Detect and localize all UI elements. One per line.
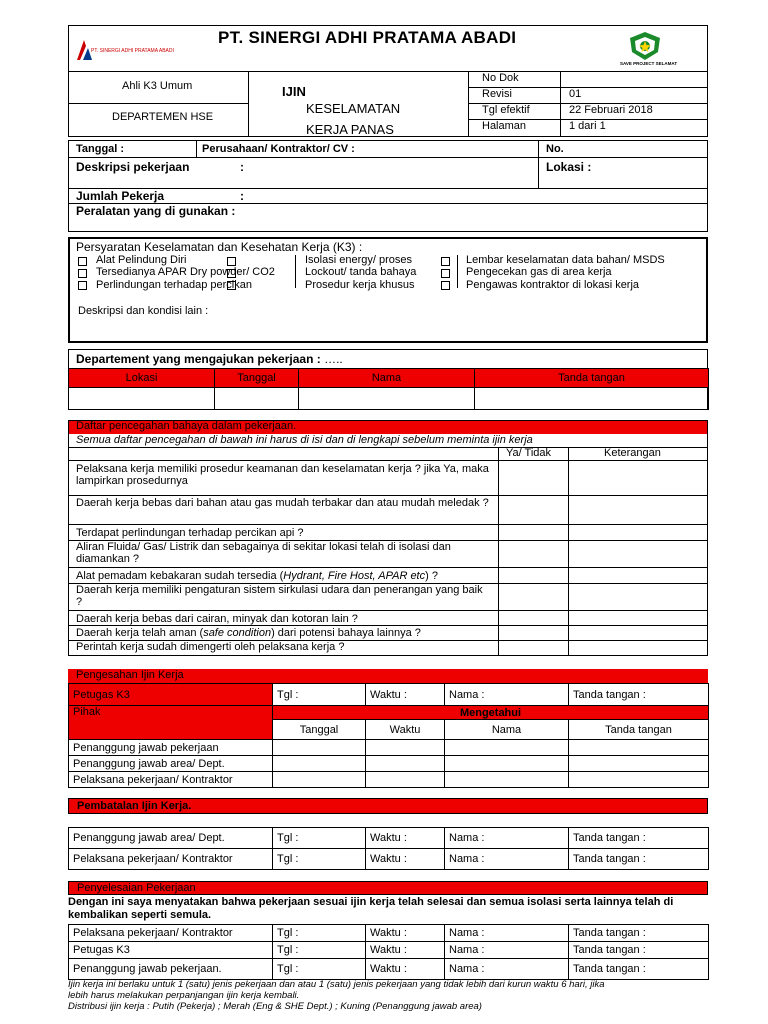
divider <box>68 625 708 626</box>
tgl-field[interactable]: Tgl : <box>273 684 366 706</box>
logo-text: PT. SINERGI ADHI PRATAMA ABADI <box>91 48 174 54</box>
penyelesaian-row-label: Pelaksana pekerjaan/ Kontraktor <box>69 925 273 942</box>
departement-table <box>68 368 709 410</box>
doc-title-line-2: KESELAMATAN <box>306 101 401 116</box>
pihak-label: Pihak <box>69 706 273 740</box>
divider <box>68 567 708 568</box>
doc-info-value: 01 <box>569 88 582 100</box>
sub-col-tanggal: Tanggal <box>273 720 366 740</box>
k3-item: Lembar keselamatan data bahan/ MSDS <box>466 254 665 266</box>
footer-line-3: Distribusi ijin kerja : Putih (Pekerja) ; Merah (Eng & SHE Dept.) ; Kuning (Penanggung jawab area) <box>68 1001 482 1012</box>
nama-field[interactable]: Nama : <box>445 828 569 849</box>
pencegahan-item-text: Daerah kerja bebas dari cairan, minyak dan kotoran lain ? <box>76 613 358 625</box>
footer-line-1: Ijin kerja ini berlaku untuk 1 (satu) jenis pekerjaan dan atau 1 (satu) jenis pekerjaan yang tidak lebih dari kurun waktu 6 hari, jika <box>68 979 605 990</box>
pembatalan-title: Pembatalan Ijin Kerja. <box>77 800 192 812</box>
pencegahan-item <box>76 584 486 608</box>
pencegahan-item-text: Daerah kerja memiliki pengaturan sistem sirkulasi udara dan penerangan yang baik ? <box>76 584 483 608</box>
checkbox-isolasi[interactable] <box>227 257 236 266</box>
seal-logo <box>618 30 678 70</box>
k3-item: Isolasi energy/ proses <box>305 254 412 266</box>
cell[interactable] <box>273 756 366 772</box>
cell-lokasi[interactable] <box>69 388 215 410</box>
cell[interactable] <box>366 740 445 756</box>
tgl-field[interactable]: Tgl : <box>273 959 366 980</box>
checkbox-msds[interactable] <box>441 257 450 266</box>
cell-nama[interactable] <box>299 388 475 410</box>
nama-field[interactable]: Nama : <box>445 925 569 942</box>
tanda-tangan-field[interactable]: Tanda tangan : <box>569 942 709 959</box>
pencegahan-item-safe: Daerah kerja telah aman (safe condition) dari potensi bahaya lainnya ? <box>76 627 421 639</box>
divider <box>468 71 469 137</box>
petugas-k3-label: Petugas K3 <box>69 684 273 706</box>
departement-dots: ….. <box>324 352 343 366</box>
peralatan-label: Peralatan yang di gunakan : <box>76 204 236 218</box>
perusahaan-label: Perusahaan/ Kontraktor/ CV : <box>202 143 355 155</box>
waktu-field[interactable]: Waktu : <box>366 684 445 706</box>
waktu-field[interactable]: Waktu : <box>366 959 445 980</box>
sub-col-tanda-tangan: Tanda tangan <box>569 720 709 740</box>
penyelesaian-row-label: Penanggung jawab pekerjaan. <box>69 959 273 980</box>
divider <box>248 71 249 137</box>
pencegahan-item-text: Terdapat perlindungan terhadap percikan api ? <box>76 527 304 539</box>
waktu-field[interactable]: Waktu : <box>366 828 445 849</box>
col-lokasi: Lokasi <box>69 369 215 388</box>
divider <box>68 157 708 158</box>
waktu-field[interactable]: Waktu : <box>366 942 445 959</box>
penyelesaian-statement: Dengan ini saya menyatakan bahwa pekerjaan sesuai ijin kerja telah selesai dan semua isolasi serta lainnya telah di kembalikan seperti semula. <box>68 896 674 921</box>
deskripsi-kondisi-label: Deskripsi dan kondisi lain : <box>78 305 209 317</box>
penyelesaian-header <box>68 881 708 895</box>
k3-item: Pengecekan gas di area kerja <box>466 266 612 278</box>
cell[interactable] <box>569 772 709 788</box>
cell[interactable] <box>445 772 569 788</box>
col-tanda-tangan: Tanda tangan <box>475 369 709 388</box>
lokasi-label: Lokasi : <box>546 160 592 174</box>
company-name: PT. SINERGI ADHI PRATAMA ABADI <box>218 28 517 47</box>
k3-title: Persyaratan Keselamatan dan Kesehatan Kerja (K3) : <box>76 240 363 254</box>
colon: : <box>240 160 244 174</box>
pencegahan-title: Daftar pencegahan bahaya dalam pekerjaan. <box>76 420 297 432</box>
divider <box>68 610 708 611</box>
divider <box>538 140 539 188</box>
department-label: DEPARTEMEN HSE <box>112 111 214 123</box>
nama-field[interactable]: Nama : <box>445 684 569 706</box>
col-nama: Nama <box>299 369 475 388</box>
waktu-field[interactable]: Waktu : <box>366 925 445 942</box>
divider <box>68 460 708 461</box>
pencegahan-item <box>76 463 496 487</box>
k3-item: Prosedur kerja khusus <box>305 279 415 291</box>
k3-item: Alat Pelindung Diri <box>96 254 187 266</box>
no-label: No. <box>546 143 564 155</box>
pencegahan-item-text: Perintah kerja sudah dimengerti oleh pelaksana kerja ? <box>76 641 345 653</box>
sub-col-nama: Nama <box>445 720 569 740</box>
pembatalan-row-label: Pelaksana pekerjaan/ Kontraktor <box>69 849 273 870</box>
divider <box>68 71 708 72</box>
tgl-field[interactable]: Tgl : <box>273 828 366 849</box>
doc-info-label: No Dok <box>482 72 519 84</box>
doc-info-label: Revisi <box>482 88 512 100</box>
divider <box>295 255 296 288</box>
cell[interactable] <box>569 740 709 756</box>
checkbox-apd[interactable] <box>78 257 87 266</box>
pencegahan-item-apar: Alat pemadam kebakaran sudah tersedia (Hydrant, Fire Host, APAR etc) ? <box>76 570 438 582</box>
doc-title-line-3: KERJA PANAS <box>306 122 394 135</box>
tanda-tangan-field[interactable]: Tanda tangan : <box>569 959 709 980</box>
col-keterangan: Keterangan <box>604 447 661 459</box>
pengesahan-header <box>68 669 708 683</box>
checkbox-prosedur[interactable] <box>227 281 236 290</box>
seal-text: SAVE PROJECT SELAMAT <box>620 61 678 66</box>
tgl-field[interactable]: Tgl : <box>273 849 366 870</box>
pencegahan-item-text: Aliran Fluida/ Gas/ Listrik dan sebagainya di sekitar lokasi telah di isolasi dan diamankan ? <box>76 541 451 565</box>
footer-line-2: lebih harus melakukan perpanjangan ijin kerja kembali. <box>68 990 300 1001</box>
pembatalan-table <box>68 827 709 870</box>
jumlah-label: Jumlah Pekerja <box>76 189 165 203</box>
doc-info-label: Tgl efektif <box>482 104 530 116</box>
info-frame <box>68 140 708 232</box>
deskripsi-label: Deskripsi pekerjaan <box>76 160 190 174</box>
waktu-field[interactable]: Waktu : <box>366 849 445 870</box>
divider <box>68 495 708 496</box>
divider <box>457 255 458 288</box>
doc-info-label: Halaman <box>482 120 527 132</box>
cell[interactable] <box>273 772 366 788</box>
k3-item: Tersedianya APAR Dry powder/ CO2 <box>96 266 275 278</box>
nama-field[interactable]: Nama : <box>445 959 569 980</box>
divider <box>68 103 248 104</box>
role-label: Ahli K3 Umum <box>122 80 193 92</box>
nama-field[interactable]: Nama : <box>445 849 569 870</box>
k3-item: Pengawas kontraktor di lokasi kerja <box>466 279 640 291</box>
departement-title-text: Departement yang mengajukan pekerjaan : <box>76 352 321 366</box>
divider <box>68 524 708 525</box>
colon: : <box>240 189 244 203</box>
pengesahan-table <box>68 683 709 788</box>
doc-info-value: 1 dari 1 <box>569 120 606 132</box>
nama-field[interactable]: Nama : <box>445 942 569 959</box>
checkbox-percikan[interactable] <box>78 281 87 290</box>
cell[interactable] <box>445 740 569 756</box>
departement-title <box>76 352 343 366</box>
pencegahan-item-text: Daerah kerja bebas dari bahan atau gas mudah terbakar dan atau mudah meledak ? <box>76 497 489 509</box>
sub-col-waktu: Waktu <box>366 720 445 740</box>
mengetahui-label: Mengetahui <box>273 706 709 720</box>
pengesahan-title: Pengesahan Ijin Kerja <box>76 669 184 681</box>
pengesahan-row-label: Penanggung jawab area/ Dept. <box>69 756 273 772</box>
doc-info-value: 22 Februari 2018 <box>569 104 653 116</box>
penyelesaian-row-label: Petugas K3 <box>69 942 273 959</box>
tanda-tangan-field[interactable]: Tanda tangan : <box>569 828 709 849</box>
pencegahan-item <box>76 497 496 509</box>
k3-item: Perlindungan terhadap percikan <box>96 279 252 291</box>
tanda-tangan-field[interactable]: Tanda tangan : <box>569 684 709 706</box>
cell[interactable] <box>366 756 445 772</box>
pencegahan-note: Semua daftar pencegahan di bawah ini harus di isi dan di lengkapi sebelum meminta ijin kerja <box>76 434 533 446</box>
tgl-field[interactable]: Tgl : <box>273 942 366 959</box>
cell-tanda-tangan[interactable] <box>475 388 709 410</box>
penyelesaian-title: Penyelesaian Pekerjaan <box>77 882 196 894</box>
checkbox-apar[interactable] <box>78 269 87 278</box>
pencegahan-item <box>76 541 486 565</box>
tanda-tangan-field[interactable]: Tanda tangan : <box>569 849 709 870</box>
pembatalan-row-label: Penanggung jawab area/ Dept. <box>69 828 273 849</box>
checkbox-lockout[interactable] <box>227 269 236 278</box>
cell[interactable] <box>273 740 366 756</box>
col-tanggal: Tanggal <box>215 369 299 388</box>
cell[interactable] <box>569 756 709 772</box>
doc-title-line-1: IJIN <box>282 84 306 99</box>
pengesahan-row-label: Penanggung jawab pekerjaan <box>69 740 273 756</box>
cell[interactable] <box>366 772 445 788</box>
cell[interactable] <box>445 756 569 772</box>
checkbox-pengawas[interactable] <box>441 281 450 290</box>
pembatalan-header <box>68 798 708 814</box>
pencegahan-item-text: Pelaksana kerja memiliki prosedur keamanan dan keselamatan kerja ? jika Ya, maka lampirkan prosedurnya <box>76 463 489 487</box>
tgl-field[interactable]: Tgl : <box>273 925 366 942</box>
tanggal-label: Tanggal : <box>76 143 125 155</box>
penyelesaian-table <box>68 924 709 980</box>
divider <box>196 140 197 157</box>
checkbox-gas[interactable] <box>441 269 450 278</box>
divider <box>560 71 561 137</box>
cell-tanggal[interactable] <box>215 388 299 410</box>
company-logo <box>74 38 184 64</box>
tanda-tangan-field[interactable]: Tanda tangan : <box>569 925 709 942</box>
col-ya-tidak: Ya/ Tidak <box>506 447 552 459</box>
pengesahan-row-label: Pelaksana pekerjaan/ Kontraktor <box>69 772 273 788</box>
k3-item: Lockout/ tanda bahaya <box>305 266 417 278</box>
